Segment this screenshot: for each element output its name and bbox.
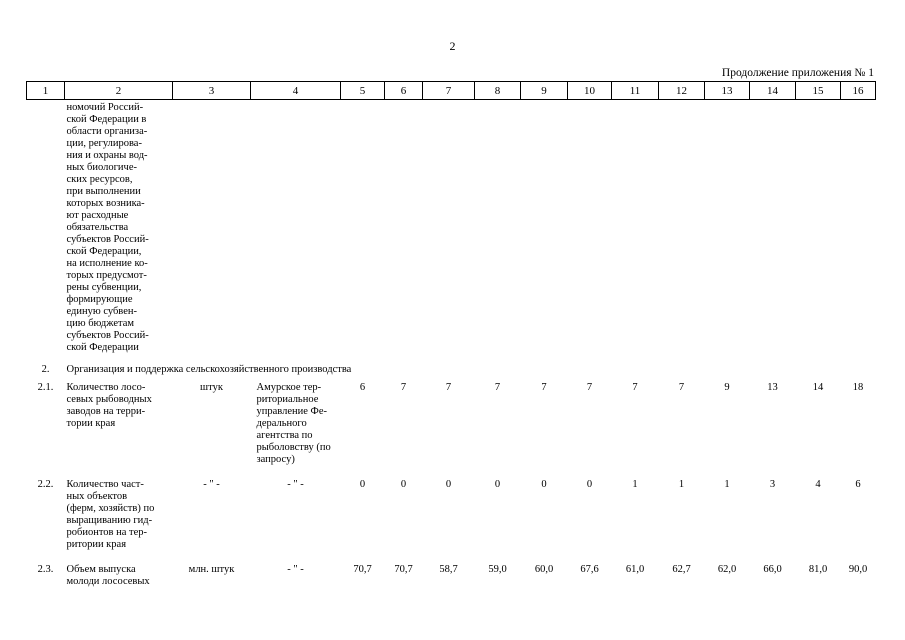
table-row	[27, 381, 876, 478]
value-cell: 0	[359, 479, 366, 490]
value-cell: 0	[494, 479, 501, 490]
row-unit: - " -	[203, 479, 220, 490]
value-cell: 4	[815, 479, 821, 490]
value-cell: 0	[541, 479, 547, 490]
continuation-label: Продолжение приложения № 1	[721, 67, 874, 79]
column-header: 9	[521, 82, 568, 100]
value-cell: 62,7	[672, 564, 691, 575]
row-source: - " -	[287, 479, 304, 490]
section-row	[27, 359, 876, 381]
value-cell: 18	[852, 382, 864, 393]
column-header: 4	[251, 82, 341, 100]
column-header: 3	[173, 82, 251, 100]
value-cell: 1	[724, 479, 730, 490]
row-number: 2.1.	[37, 382, 54, 393]
value-cell: 6	[359, 382, 366, 393]
value-cell: 7	[400, 382, 407, 393]
column-header: 5	[341, 82, 385, 100]
row-indicator: Количество лосо- севых рыбоводных заводов на терри- тории края	[66, 382, 152, 429]
row-source: - " -	[287, 564, 304, 575]
column-header: 7	[423, 82, 475, 100]
value-cell: 0	[445, 479, 452, 490]
value-cell: 7	[494, 382, 501, 393]
column-header: 2	[65, 82, 173, 100]
value-cell: 62,0	[717, 564, 737, 575]
value-cell: 9	[724, 382, 730, 393]
value-cell: 6	[855, 479, 861, 490]
value-cell: 13	[767, 382, 778, 393]
value-cell: 90,0	[848, 564, 868, 575]
value-cell: 3	[769, 479, 776, 490]
continued-text: номочий Россий- ской Федерации в области организа- ции, регулирова- ния и охраны вод- ных биологиче- ских ресурсов, при выполнении которых возника- ют расходные обязательства субъектов Россий- ской Федерации, на исполнение ко- торых предусмот- рены субвенции, формирующие единую субвен- цию бюджетам субъектов Россий- ской Федерации	[66, 102, 149, 353]
column-header: 11	[612, 82, 659, 100]
value-cell: 70,7	[353, 564, 372, 575]
row-unit: штук	[200, 382, 223, 393]
value-cell: 7	[632, 382, 638, 393]
column-header: 16	[841, 82, 876, 100]
section-title: Организация и поддержка сельскохозяйственного производства	[66, 364, 352, 375]
header-row	[27, 82, 876, 100]
row-number: 2.2.	[37, 479, 54, 490]
column-header: 13	[705, 82, 750, 100]
value-cell: 70,7	[394, 564, 413, 575]
row-indicator: Объем выпуска молоди лососевых	[66, 564, 150, 587]
value-cell: 1	[678, 479, 685, 490]
column-header: 12	[659, 82, 705, 100]
value-cell: 7	[445, 382, 452, 393]
value-cell: 1	[632, 479, 638, 490]
column-header: 6	[385, 82, 423, 100]
value-cell: 14	[812, 382, 824, 393]
value-cell: 7	[586, 382, 593, 393]
row-indicator: Количество част- ных объектов (ферм, хозяйств) по выращиванию гид- робионтов на тер- ритории края	[66, 479, 155, 550]
table-row	[27, 478, 876, 563]
row-number: 2.3.	[37, 564, 54, 575]
column-header: 14	[750, 82, 796, 100]
value-cell: 67,6	[580, 564, 599, 575]
table-row	[27, 563, 876, 588]
row-source: Амурское тер- риториальное управление Фе- дерального агентства по рыболовству (по запросу)	[256, 382, 331, 465]
value-cell: 0	[400, 479, 407, 490]
value-cell: 7	[678, 382, 685, 393]
continued-row	[27, 100, 876, 360]
value-cell: 0	[586, 479, 593, 490]
page-number: 2	[449, 39, 456, 53]
column-header: 1	[27, 82, 65, 100]
row-unit: млн. штук	[188, 564, 235, 575]
value-cell: 60,0	[534, 564, 554, 575]
section-number: 2.	[41, 364, 50, 375]
value-cell: 81,0	[808, 564, 828, 575]
appendix-table	[26, 81, 876, 588]
value-cell: 59,0	[488, 564, 507, 575]
column-header: 15	[796, 82, 841, 100]
column-header: 10	[568, 82, 612, 100]
value-cell: 61,0	[625, 564, 645, 575]
value-cell: 58,7	[439, 564, 458, 575]
column-header: 8	[475, 82, 521, 100]
value-cell: 7	[541, 382, 547, 393]
value-cell: 66,0	[763, 564, 782, 575]
